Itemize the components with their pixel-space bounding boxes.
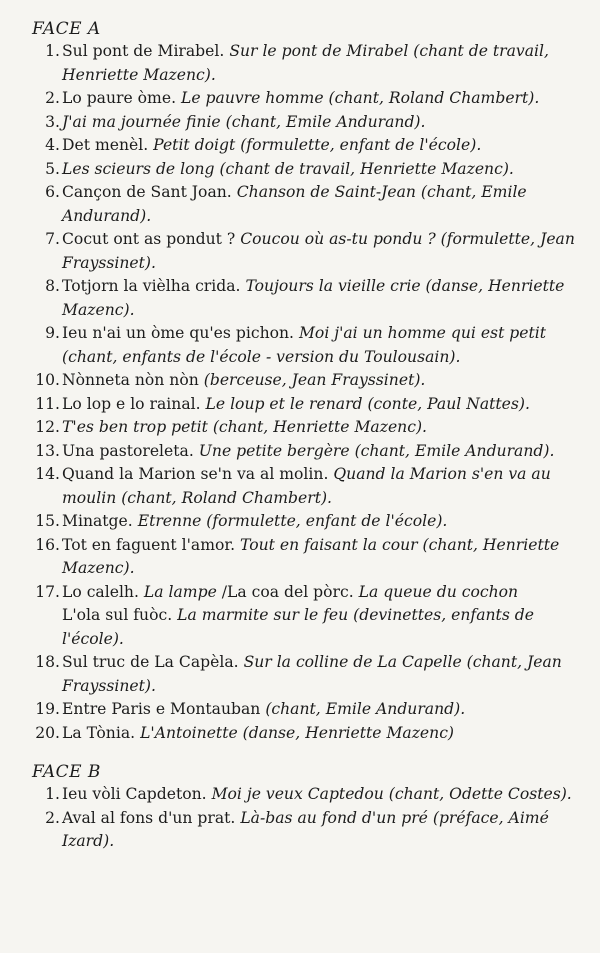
track-number: 1 . <box>32 40 60 64</box>
face-a-title: FACE A <box>32 19 101 39</box>
track-french-title: Tout en faisant la cour (chant, Henriette Mazenc). <box>62 535 560 577</box>
track-occitan-title: Ieu n'ai un òme qu'es pichon. <box>62 324 294 342</box>
track-occitan-title: Cançon de Sant Joan. <box>62 183 232 201</box>
track-number: 17 . <box>32 581 60 605</box>
track-number: 6 . <box>32 181 60 205</box>
track-item <box>32 369 592 393</box>
track-french-title: (chant, Emile Andurand). <box>265 700 466 718</box>
track-french-title: Moi je veux Captedou (chant, Odette Costes). <box>211 785 572 803</box>
track-occitan-title: Entre Paris e Montauban <box>62 700 261 718</box>
track-occitan-title: Totjorn la vièlha crida. <box>62 277 241 295</box>
track-item <box>32 698 592 722</box>
track-french-title: Coucou où as-tu pondu ? (formulette, Jean Frayssinet). <box>62 230 575 272</box>
track-french-title: Là-bas au fond d'un pré (préface, Aimé Izard). <box>62 808 549 850</box>
track-french-title: (berceuse, Jean Frayssinet). <box>203 371 426 389</box>
track-occitan-title: Lo lop e lo rainal. <box>62 394 201 413</box>
track-occitan-title: Quand la Marion se'n va al molin. <box>62 465 329 483</box>
track-item <box>32 393 592 417</box>
track-item <box>32 783 592 807</box>
track-number: 1 . <box>32 783 60 807</box>
track-french-title: J'ai ma journée finie (chant, Emile Andurand). <box>62 112 426 131</box>
track-occitan-title: Minatge. <box>62 512 133 530</box>
track-french-title: La queue du cochon <box>358 582 519 601</box>
track-french-title: Sur la colline de La Capelle (chant, Jean Frayssinet). <box>62 653 562 695</box>
track-item <box>32 651 592 698</box>
track-occitan-title: Tot en faguent l'amor. <box>62 535 236 554</box>
track-french-title: Chanson de Saint-Jean (chant, Emile Andurand). <box>62 183 527 225</box>
track-item <box>32 463 592 510</box>
track-occitan-title: La coa del pòrc. <box>227 582 354 601</box>
track-item <box>32 181 592 228</box>
track-occitan-title: Aval al fons d'un prat. <box>62 808 236 827</box>
track-number: 4 . <box>32 134 60 158</box>
track-number: 14 . <box>32 463 60 487</box>
track-number: 2 . <box>32 807 60 831</box>
title-separator: / <box>221 582 228 601</box>
face-b-title: FACE B <box>32 762 101 782</box>
track-french-title: Moi j'ai un homme qui est petit (chant, enfants de l'école - version du Toulousain). <box>62 324 547 366</box>
track-item <box>32 534 592 581</box>
track-french-title: Le pauvre homme (chant, Roland Chambert). <box>181 89 540 107</box>
track-number: 9 . <box>32 322 60 346</box>
track-number: 7 . <box>32 228 60 252</box>
track-number: 11 . <box>32 393 60 417</box>
track-item <box>32 416 592 440</box>
track-french-title: La lampe <box>143 582 217 601</box>
track-number: 2 . <box>32 87 60 111</box>
track-french-title: Une petite bergère (chant, Emile Andurand). <box>198 441 555 460</box>
track-french-title: T'es ben trop petit (chant, Henriette Mazenc). <box>62 418 427 436</box>
track-item <box>32 722 592 746</box>
face-a-tracklist <box>32 40 592 745</box>
track-number: 16 . <box>32 534 60 558</box>
track-occitan-title: Una pastoreleta. <box>62 441 194 460</box>
track-french-title: Toujours la vieille crie (danse, Henriette Mazenc). <box>62 277 565 319</box>
track-number: 18 . <box>32 651 60 675</box>
track-item <box>32 581 592 652</box>
track-item <box>32 40 592 87</box>
track-number: 19 . <box>32 698 60 722</box>
track-french-title: Sur le pont de Mirabel (chant de travail, Henriette Mazenc). <box>62 42 549 84</box>
track-french-title: Les scieurs de long (chant de travail, Henriette Mazenc). <box>62 159 514 178</box>
track-occitan-title: L'ola sul fuòc. <box>62 606 173 624</box>
track-french-title: Le loup et le renard (conte, Paul Nattes). <box>205 394 530 413</box>
track-item <box>32 158 592 182</box>
track-item <box>32 510 592 534</box>
track-item <box>32 134 592 158</box>
track-number: 5 . <box>32 158 60 182</box>
track-french-title: Etrenne (formulette, enfant de l'école). <box>137 512 448 530</box>
track-occitan-title: Ieu vòli Capdeton. <box>62 785 207 803</box>
track-occitan-title: Det menèl. <box>62 136 149 154</box>
track-occitan-title: La Tònia. <box>62 723 136 742</box>
track-item <box>32 807 592 854</box>
track-french-title: L'Antoinette (danse, Henriette Mazenc) <box>140 723 455 742</box>
track-item <box>32 275 592 322</box>
track-number: 8 . <box>32 275 60 299</box>
track-occitan-title: Sul pont de Mirabel. <box>62 42 225 60</box>
track-item <box>32 111 592 135</box>
track-number: 15 . <box>32 510 60 534</box>
track-french-title: Petit doigt (formulette, enfant de l'école). <box>153 136 482 154</box>
track-item <box>32 322 592 369</box>
track-occitan-title: Lo paure òme. <box>62 89 177 107</box>
track-occitan-title: Lo calelh. <box>62 582 139 601</box>
track-item <box>32 440 592 464</box>
track-number: 10 . <box>32 369 60 393</box>
track-number: 12 . <box>32 416 60 440</box>
track-number: 20 . <box>32 722 60 746</box>
track-item <box>32 87 592 111</box>
track-number: 13 . <box>32 440 60 464</box>
track-french-title: La marmite sur le feu (devinettes, enfants de l'école). <box>62 606 534 648</box>
track-number: 3 . <box>32 111 60 135</box>
track-occitan-title: Sul truc de La Capèla. <box>62 653 239 671</box>
track-item <box>32 228 592 275</box>
face-b-tracklist <box>32 783 592 854</box>
track-occitan-title: Nònneta nòn nòn <box>62 371 199 389</box>
track-occitan-title: Cocut ont as pondut ? <box>62 230 236 248</box>
track-french-title: Quand la Marion s'en va au moulin (chant, Roland Chambert). <box>62 465 551 507</box>
